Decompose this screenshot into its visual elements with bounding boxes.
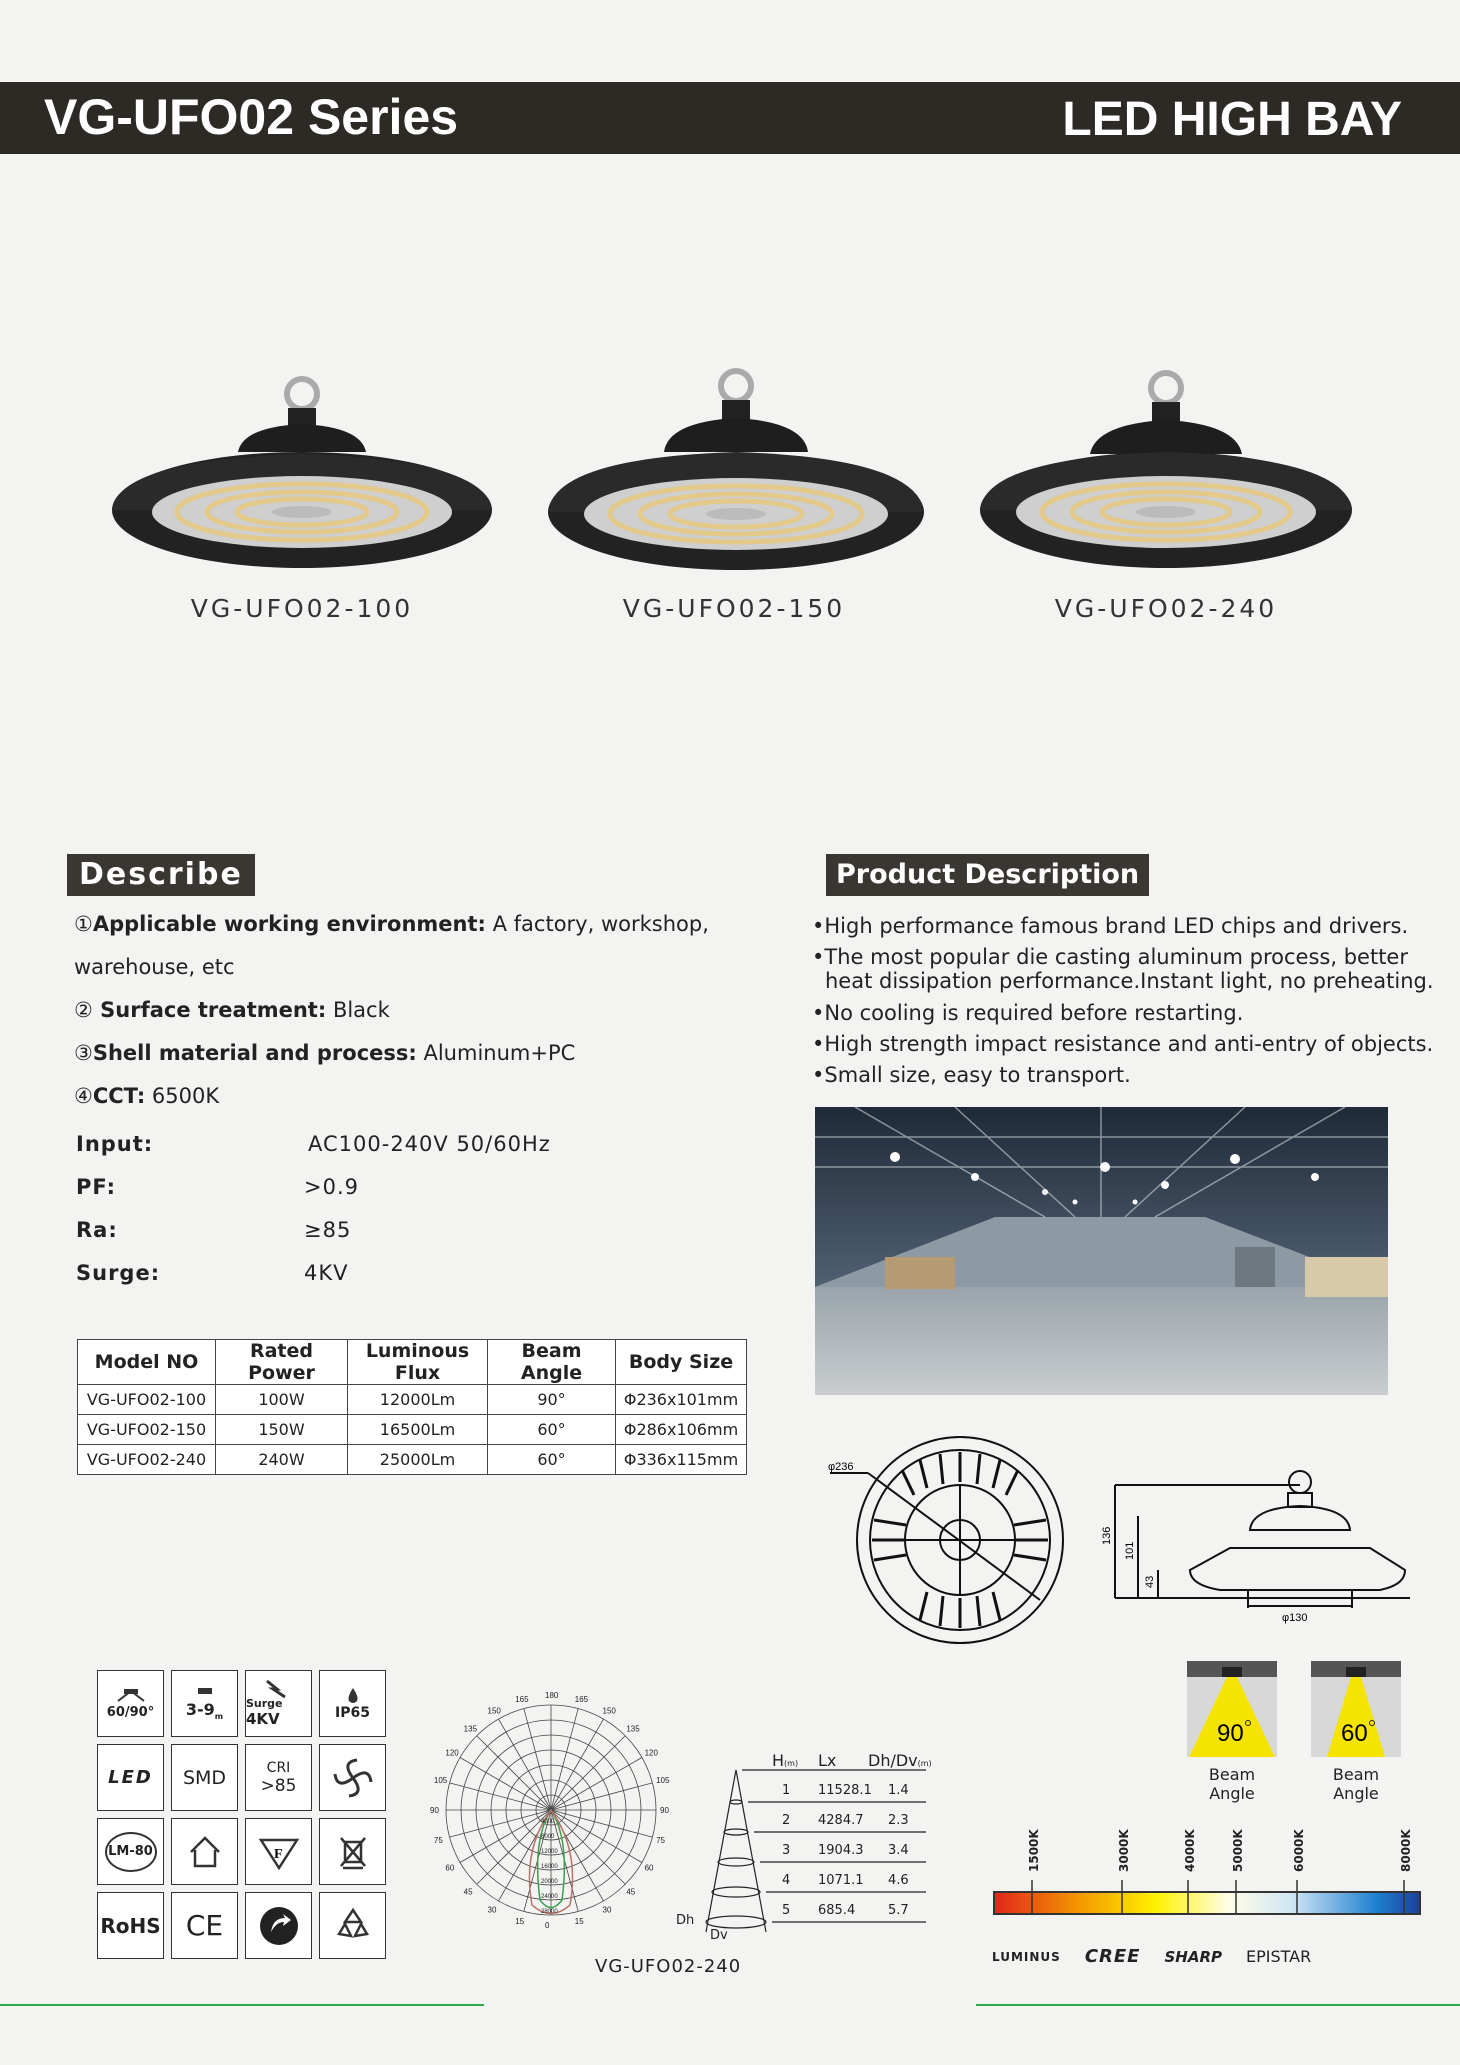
bullet-item: •Small size, easy to transport. [812, 1063, 1131, 1087]
model-label-100: VG-UFO02-100 [190, 594, 414, 623]
brand-sharp: SHARP [1164, 1947, 1222, 1966]
polar-caption: VG-UFO02-240 [595, 1956, 742, 1977]
polar-spoke [460, 1758, 551, 1811]
illuminance-lx: 11528.1 [818, 1783, 872, 1798]
model-label-240: VG-UFO02-240 [1054, 594, 1278, 623]
polar-angle-label: 15 [574, 1917, 584, 1927]
illuminance-lx: 685.4 [818, 1903, 856, 1918]
polar-angle-label: 60 [644, 1863, 654, 1873]
table-cell: 240W [216, 1445, 348, 1475]
col-header: Model NO [78, 1340, 216, 1385]
lamp-image-150 [536, 372, 936, 582]
brand-luminus: LUMINUS [992, 1949, 1061, 1964]
brand-cree: CREE [1084, 1946, 1141, 1967]
illuminance-dv: Dv [710, 1928, 728, 1943]
beam-angle-label: Beam Angle [1332, 1765, 1380, 1803]
table-row [78, 1385, 747, 1415]
polar-ring-label: 28000 [541, 1909, 558, 1915]
brand-logos [992, 1946, 1311, 1967]
series-title: VG-UFO02 Series [44, 89, 459, 145]
product-description-heading: Product Description [826, 854, 1149, 896]
polar-ring-label: 12000 [541, 1849, 558, 1855]
dim-height-base: 43 [1144, 1575, 1156, 1588]
polar-angle-label: 135 [626, 1724, 640, 1734]
col-header: Beam Angle [488, 1340, 616, 1385]
describe-item-shell: ③Shell material and process: Aluminum+PC [74, 1041, 576, 1065]
table-cell: 25000Lm [348, 1445, 488, 1475]
illuminance-dhdv: 3.4 [888, 1843, 909, 1858]
ip65-icon: IP65 [319, 1670, 386, 1737]
illuminance-dhdv: 1.4 [888, 1783, 909, 1798]
col-header: Luminous Flux [348, 1340, 488, 1385]
illuminance-h: 3 [782, 1843, 791, 1858]
describe-heading: Describe [67, 854, 255, 896]
svg-text:F: F [273, 1846, 283, 1862]
illuminance-h: 1 [782, 1783, 791, 1798]
table-cell: 60° [488, 1415, 616, 1445]
illuminance-lx: 4284.7 [818, 1813, 864, 1828]
polar-angle-label: 180 [545, 1691, 559, 1700]
ce-icon: CE [171, 1892, 238, 1959]
category-title: LED HIGH BAY [1062, 93, 1402, 146]
footer-line-right [976, 2004, 1460, 2006]
table-cell: 12000Lm [348, 1385, 488, 1415]
polar-spoke [551, 1709, 578, 1810]
spec-value-surge: 4KV [304, 1261, 349, 1285]
polar-angle-label: 30 [487, 1905, 497, 1915]
lamp-image-240 [966, 372, 1366, 582]
polar-ring-label: 16000 [541, 1864, 558, 1870]
table-row [78, 1445, 747, 1475]
illuminance-h: 5 [782, 1903, 791, 1918]
table-cell: Φ336x115mm [616, 1445, 747, 1475]
cct-tick: 6000K [1292, 1829, 1306, 1872]
table-cell: 60° [488, 1445, 616, 1475]
spec-key-surge: Surge: [76, 1261, 161, 1285]
illuminance-dhdv: 2.3 [888, 1813, 909, 1828]
illuminance-h: 4 [782, 1873, 791, 1888]
polar-angle-label: 165 [574, 1694, 589, 1704]
polar-ring-label: 8000 [541, 1834, 555, 1840]
table-cell: 16500Lm [348, 1415, 488, 1445]
table-cell: VG-UFO02-100 [78, 1385, 216, 1415]
table-row [78, 1415, 747, 1445]
polar-spoke [450, 1810, 551, 1837]
polar-spoke [551, 1783, 652, 1810]
illuminance-header-dhdv: Dh/Dv(m) [868, 1751, 932, 1770]
polar-diagram [420, 1691, 682, 1952]
dimension-drawing [820, 1430, 1420, 1650]
polar-angle-label: 165 [515, 1694, 529, 1704]
mounting-height-icon: $3-9_m$ [171, 1670, 238, 1737]
table-cell: Φ236x101mm [616, 1385, 747, 1415]
polar-angle-label: 45 [463, 1887, 473, 1897]
cct-tick: 5000K [1231, 1829, 1245, 1872]
polar-angle-label: 90 [430, 1806, 439, 1815]
polar-spoke [499, 1719, 552, 1810]
dim-height-body: 101 [1124, 1541, 1136, 1560]
cct-tick: 3000K [1117, 1829, 1131, 1872]
beam-angle-card-90 [1187, 1661, 1277, 1803]
f-mark-icon [245, 1818, 312, 1885]
spec-table-header [78, 1340, 747, 1385]
recycle-icon [319, 1892, 386, 1959]
brand-epistar: EPISTAR [1246, 1947, 1312, 1966]
spec-value-input: AC100-240V 50/60Hz [308, 1132, 551, 1156]
spec-key-pf: PF: [76, 1175, 116, 1199]
weee-icon [319, 1818, 386, 1885]
bullet-item: •High performance famous brand LED chips and drivers. [812, 914, 1409, 938]
illuminance-dh: Dh [676, 1913, 695, 1928]
polar-spoke [551, 1758, 642, 1811]
cct-scale [992, 1840, 1422, 1920]
polar-angle-label: 0 [545, 1921, 550, 1930]
certification-icons [97, 1670, 386, 1959]
polar-ring-label: 24000 [541, 1894, 558, 1900]
describe-item-surface: ② Surface treatment: Black [74, 998, 390, 1022]
polar-spoke [450, 1783, 551, 1810]
polar-angle-label: 150 [602, 1706, 616, 1716]
dim-diameter: φ236 [828, 1461, 854, 1473]
indoor-icon [171, 1818, 238, 1885]
warehouse-photo [815, 1107, 1388, 1395]
polar-angle-label: 120 [644, 1748, 658, 1758]
polar-angle-label: 90 [660, 1806, 669, 1815]
describe-item-environment-cont: warehouse, etc [74, 955, 235, 979]
polar-angle-label: 120 [445, 1748, 459, 1758]
table-cell: 90° [488, 1385, 616, 1415]
illuminance-lx: 1071.1 [818, 1873, 864, 1888]
polar-angle-label: 135 [463, 1724, 478, 1734]
fan-icon [319, 1744, 386, 1811]
polar-ring-label: 4000 [541, 1819, 555, 1825]
lamp-image-100 [98, 372, 498, 582]
describe-item-environment: ①Applicable working environment: A factory, workshop, [74, 912, 709, 936]
table-cell: 150W [216, 1415, 348, 1445]
bullet-item: •No cooling is required before restarting. [812, 1001, 1244, 1025]
polar-spoke [551, 1736, 625, 1810]
polar-spoke [551, 1719, 604, 1810]
arrow-icon [245, 1892, 312, 1959]
beam-angle-icon: 60/90° [97, 1670, 164, 1737]
table-cell: 100W [216, 1385, 348, 1415]
illuminance-lx: 1904.3 [818, 1843, 864, 1858]
svg-text:90: 90 [1217, 1720, 1244, 1747]
polar-spoke [551, 1810, 625, 1884]
footer-line-left [0, 2004, 484, 2006]
illuminance-dhdv: 5.7 [888, 1903, 909, 1918]
cct-tick: 4000K [1183, 1829, 1197, 1872]
polar-ring-label: 20000 [541, 1879, 558, 1885]
lm80-icon: LM-80 [97, 1818, 164, 1885]
spec-value-ra: ≥85 [304, 1218, 352, 1242]
smd-icon: SMD [171, 1744, 238, 1811]
cct-tick: 8000K [1399, 1829, 1413, 1872]
cct-tick: 1500K [1027, 1829, 1041, 1872]
describe-item-cct: ④CCT: 6500K [74, 1084, 220, 1108]
beam-90-icon [1187, 1661, 1277, 1757]
rohs-icon: RoHS [97, 1892, 164, 1959]
led-icon: LED [97, 1744, 164, 1811]
illuminance-h: 2 [782, 1813, 791, 1828]
dim-height-total: 136 [1101, 1526, 1113, 1545]
beam-angle-label: Beam Angle [1208, 1765, 1256, 1803]
beam-angle-card-60 [1311, 1661, 1401, 1803]
spec-table [77, 1339, 747, 1475]
spec-key-input: Input: [76, 1132, 154, 1156]
col-header: Rated Power [216, 1340, 348, 1385]
polar-angle-label: 75 [433, 1835, 443, 1845]
col-header: Body Size [616, 1340, 747, 1385]
polar-angle-label: 30 [602, 1905, 612, 1915]
illuminance-header-lx: Lx [818, 1751, 837, 1770]
polar-spoke [477, 1810, 551, 1884]
cri-icon: CRI >85 [245, 1744, 312, 1811]
polar-angle-label: 150 [487, 1706, 501, 1716]
beam-60-icon [1311, 1661, 1401, 1757]
table-cell: Φ286x106mm [616, 1415, 747, 1445]
table-cell: VG-UFO02-150 [78, 1415, 216, 1445]
model-label-150: VG-UFO02-150 [622, 594, 846, 623]
polar-spoke [477, 1736, 551, 1810]
dim-mount: φ130 [1282, 1612, 1308, 1624]
illuminance-header-h: H(m) [772, 1751, 799, 1770]
bullet-item: •The most popular die casting aluminum process, better heat dissipation performance.Instant light, no preheating. [812, 945, 1434, 993]
polar-angle-label: 105 [656, 1776, 670, 1786]
polar-angle-label: 75 [656, 1835, 665, 1845]
polar-angle-label: 60 [445, 1863, 455, 1873]
spec-value-pf: >0.9 [304, 1175, 359, 1199]
polar-angle-label: 15 [515, 1917, 525, 1927]
polar-spoke [551, 1810, 652, 1837]
polar-angle-label: 105 [433, 1776, 448, 1786]
svg-text:60: 60 [1341, 1720, 1368, 1747]
polar-angle-label: 45 [626, 1887, 636, 1897]
surge-icon: Surge 4KV [245, 1670, 312, 1737]
illuminance-dhdv: 4.6 [888, 1873, 909, 1888]
spec-key-ra: Ra: [76, 1218, 118, 1242]
bullet-item: •High strength impact resistance and anti-entry of objects. [812, 1032, 1434, 1056]
table-cell: VG-UFO02-240 [78, 1445, 216, 1475]
polar-spoke [524, 1709, 551, 1810]
